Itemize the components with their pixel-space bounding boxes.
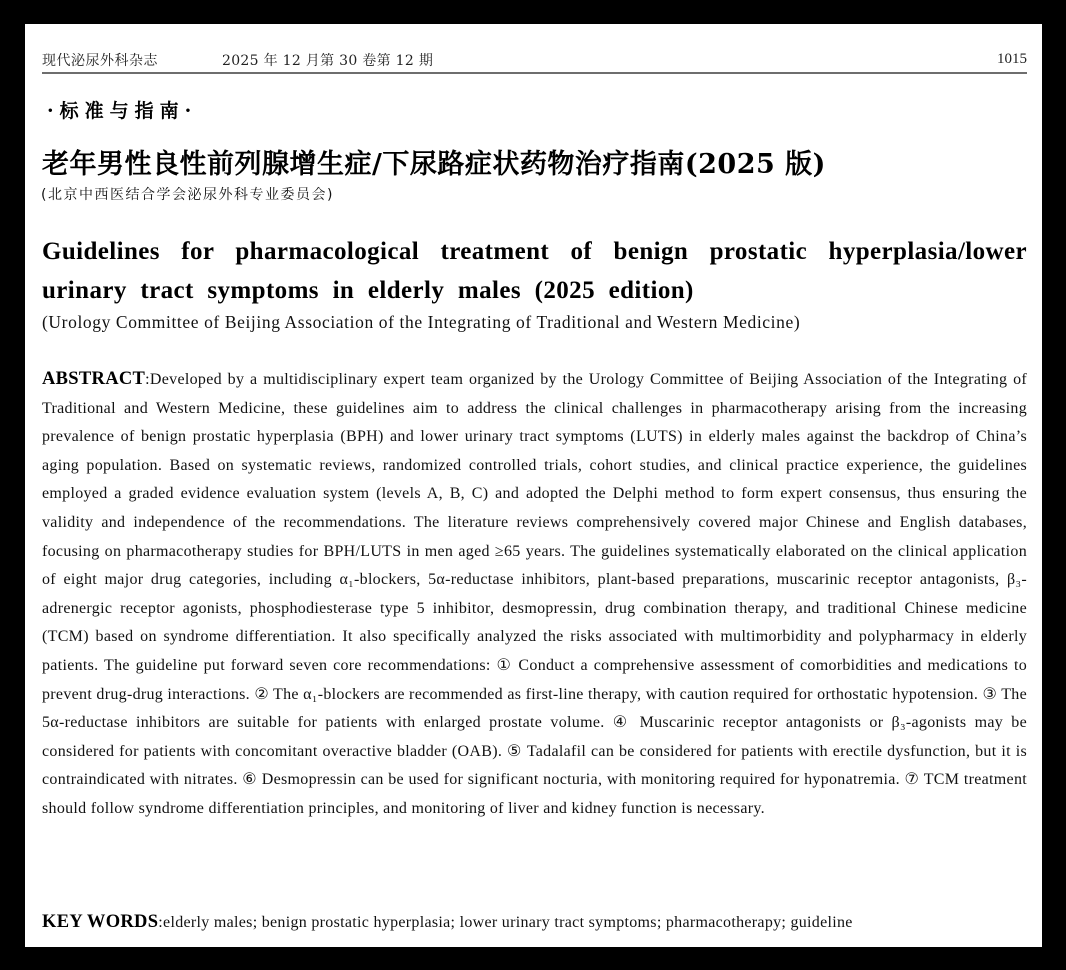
journal-name: 现代泌尿外科杂志: [42, 53, 158, 69]
running-header: [42, 48, 1027, 74]
abstract-label: ABSTRACT: [42, 369, 146, 389]
abstract-text: Developed by a multidisciplinary expert team organized by the Urology Committee of Beijing Association of the Integrating of Traditional and Western Medicine, these guidelines aim to address the clinical challenges in pharmacotherapy arising from the increasing prevalence of benign prostatic hyperplasia (BPH) and lower urinary tract symptoms (LUTS) in elderly males against the backdrop of China’s aging population. Based on systematic reviews, randomized controlled trials, cohort studies, and clinical practice experience, the guidelines employed a graded evidence evaluation system (levels A, B, C) and adopted the Delphi method to form expert consensus, thus ensuring the validity and independence of the recommendations. The literature reviews comprehensively covered major Chinese and English databases, focusing on pharmacotherapy studies for BPH/LUTS in men aged ≥65 years. The guidelines systematically elaborated on the clinical application of eight major drug categories, including α₁-blockers, 5α-reductase inhibitors, plant-based preparations, muscarinic receptor antagonists, β₃-adrenergic receptor agonists, phosphodiesterase type 5 inhibitor, desmopressin, drug combination therapy, and traditional Chinese medicine (TCM) based on syndrome differentiation. It also specifically analyzed the risks associated with multimorbidity and polypharmacy in elderly patients. The guideline put forward seven core recommendations: ① Conduct a comprehensive assessment of comorbidities and medications to prevent drug-drug interactions. ② The α₁-blockers are recommended as first-line therapy, with caution required for orthostatic hypotension. ③ The 5α-reductase inhibitors are suitable for patients with enlarged prostate volume. ④ Muscarinic receptor antagonists or β₃-agonists may be considered for patients with concomitant overactive bladder (OAB). ⑤ Tadalafil can be considered for patients with erectile dysfunction, but it is contraindicated with nitrates. ⑥ Desmopressin can be used for significant nocturia, with monitoring required for hyponatremia. ⑦ TCM treatment should follow syndrome differentiation principles, and monitoring of liver and kidney function is necessary.: [42, 371, 1027, 817]
keywords-label: KEY WORDS: [42, 912, 159, 932]
page-number: 1015: [997, 51, 1027, 67]
english-title: Guidelines for pharmacological treatment of benign prostatic hyperplasia/lower urinary tract symptoms in elderly males (2025 edition): [42, 238, 1027, 304]
abstract-separator: :: [145, 371, 150, 388]
chinese-affiliation: (北京中西医结合学会泌尿外科专业委员会): [41, 187, 334, 203]
column-label: ·标准与指南·: [47, 100, 198, 122]
keywords-text: elderly males; benign prostatic hyperplasia; lower urinary tract symptoms; pharmacotherapy; guideline: [163, 914, 853, 931]
keywords-separator: :: [158, 914, 164, 931]
abstract: [42, 365, 1027, 824]
chinese-title: 老年男性良性前列腺增生症/下尿路症状药物治疗指南(2025 版): [42, 149, 826, 180]
issue-info: 2025 年 12 月第 30 卷第 12 期: [222, 53, 434, 69]
keywords: [42, 908, 1027, 937]
english-affiliation: (Urology Committee of Beijing Association of the Integrating of Traditional and Western Medicine): [42, 312, 801, 332]
journal-page: [25, 24, 1042, 947]
